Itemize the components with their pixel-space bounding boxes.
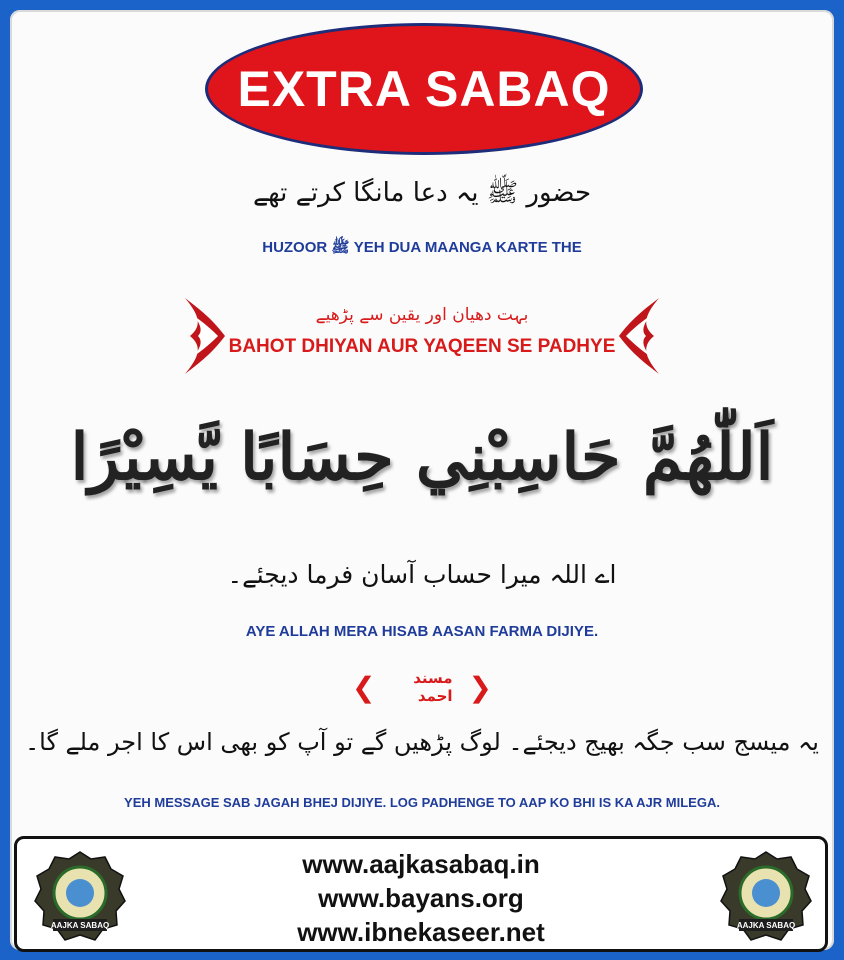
roman-translation: AYE ALLAH MERA HISAB AASAN FARMA DIJIYE. [245, 623, 599, 640]
roman-instruction: BAHOT DHIYAN AUR YAQEEN SE PADHYE [228, 336, 616, 357]
reference-label: مسند احمد [413, 669, 453, 705]
urdu-translation: اے اللہ میرا حساب آسان فرما دیجئے۔ [227, 560, 617, 589]
right-emblem-icon [719, 849, 813, 943]
right-bracket-icon: ❯ [468, 670, 492, 704]
urdu-intro: حضور ﷺ یہ دعا مانگا کرتے تھے [252, 178, 592, 208]
link-ibnekaseer[interactable]: www.ibnekaseer.net [297, 917, 545, 947]
page-title: EXTRA SABAQ [237, 61, 611, 117]
urdu-instruction: بہت دھیان اور یقین سے پڑھیے [315, 305, 529, 325]
left-bracket-icon: ❮ [352, 670, 376, 704]
footer-box [14, 836, 828, 952]
svg-text:AAJKA SABAQ: AAJKA SABAQ [736, 921, 796, 930]
website-links [17, 847, 825, 949]
roman-share-note: YEH MESSAGE SAB JAGAH BHEJ DIJIYE. LOG PADHENGE TO AAP KO BHI IS KA AJR MILEGA. [124, 795, 720, 810]
svg-text:AAJKA SABAQ: AAJKA SABAQ [50, 921, 110, 930]
reference-badge [352, 670, 492, 704]
link-bayans[interactable]: www.bayans.org [318, 883, 524, 913]
link-aajkasabaq[interactable]: www.aajkasabaq.in [302, 849, 540, 879]
title-oval [205, 23, 643, 155]
roman-intro: HUZOOR ﷺ YEH DUA MAANGA KARTE THE [262, 239, 582, 256]
arabic-dua: اَللّٰهُمَّ حَاسِبْنِي حِسَابًا يَّسِيْرًا [70, 420, 774, 495]
urdu-share-note: یہ میسج سب جگہ بھیج دیجئے۔ لوگ پڑھیں گے تو آپ کو بھی اس کا اجر ملے گا۔ [25, 728, 819, 756]
